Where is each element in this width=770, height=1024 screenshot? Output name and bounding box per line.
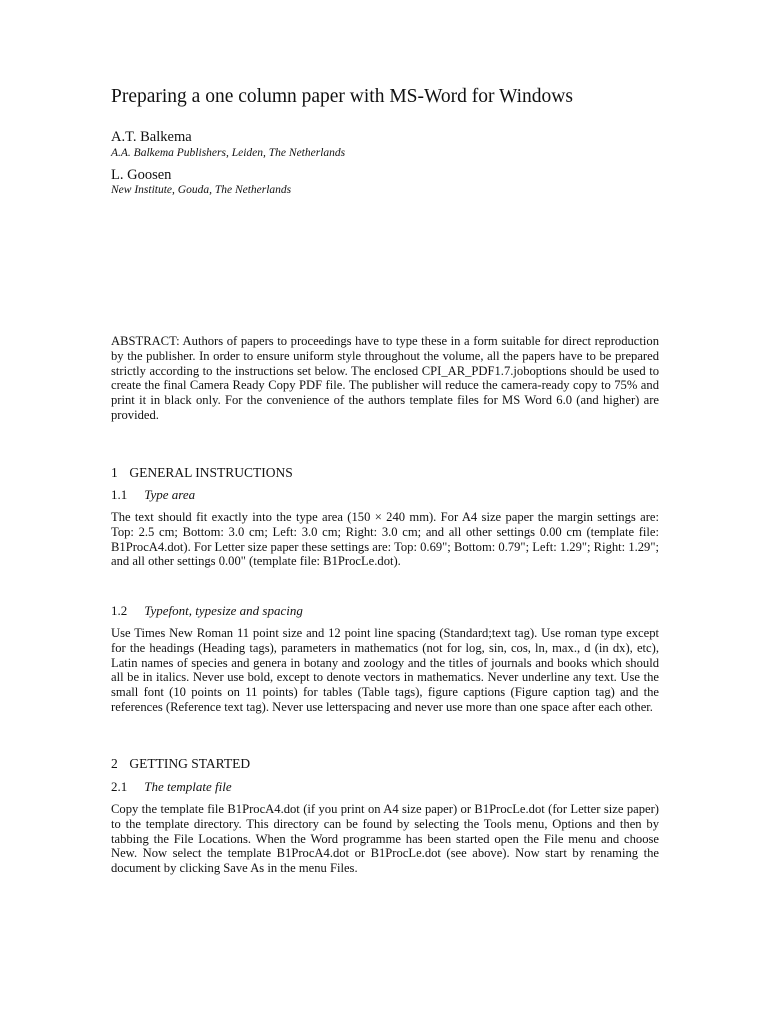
section-heading-1 <box>111 465 293 481</box>
section-title: GETTING STARTED <box>129 756 251 771</box>
subsection-number: 2.1 <box>111 779 128 794</box>
subsection-text-1-1: The text should fit exactly into the type area (150 × 240 mm). For A4 size paper the margin settings are: Top: 2.5 cm; Bottom: 3.0 cm; Left: 3.0 cm; Right: 3.0 cm; and all other settings 0.00 cm (template file: B1ProcA4.dot). For Letter size paper these settings are: Top: 0.69"; Bottom: 0.79"; Left: 1.29"; Right: 1.29"; and all other settings 0.00" (template file: B1ProcLe.dot). <box>111 510 659 569</box>
subsection-heading-2-1 <box>111 779 232 795</box>
section-number: 2 <box>111 756 118 771</box>
subsection-title: Typefont, typesize and spacing <box>144 603 303 618</box>
subsection-title: The template file <box>144 779 232 794</box>
section-title: GENERAL INSTRUCTIONS <box>129 465 293 480</box>
subsection-number: 1.2 <box>111 603 128 618</box>
author-affiliation-2: New Institute, Gouda, The Netherlands <box>111 184 292 196</box>
author-name-1: A.T. Balkema <box>111 129 192 145</box>
subsection-text-1-2: Use Times New Roman 11 point size and 12 point line spacing (Standard;text tag). Use roman type except for the headings (Heading tags), parameters in mathematics (not for log, sin, cos, ln, max., d (in dx), etc), Latin names of species and genera in botany and zoology and the titles of journals and books which should all be in italics. Never use bold, except to denote vectors in mathematics. Never underline any text. Use the small font (10 points on 11 points) for tables (Table tags), figure captions (Figure caption tag) and the references (Reference text tag). Never use letterspacing and never use more than one space after each other. <box>111 626 659 714</box>
abstract: ABSTRACT: Authors of papers to proceedings have to type these in a form suitable for direct reproduction by the publisher. In order to ensure uniform style throughout the volume, all the papers have to be prepared strictly according to the instructions set below. The enclosed CPI_AR_PDF1.7.joboptions should be used to create the final Camera Ready Copy PDF file. The publisher will reduce the camera-ready copy to 75% and print it in black only. For the convenience of the authors template files for MS Word 6.0 (and higher) are provided. <box>111 334 659 422</box>
section-heading-2 <box>111 756 250 772</box>
author-name-2: L. Goosen <box>111 167 172 183</box>
subsection-heading-1-1 <box>111 487 195 503</box>
author-affiliation-1: A.A. Balkema Publishers, Leiden, The Netherlands <box>111 147 346 159</box>
section-number: 1 <box>111 465 118 480</box>
subsection-number: 1.1 <box>111 487 128 502</box>
paper-title: Preparing a one column paper with MS-Word for Windows <box>111 86 573 107</box>
subsection-text-2-1: Copy the template file B1ProcA4.dot (if you print on A4 size paper) or B1ProcLe.dot (for Letter size paper) to the template directory. This directory can be found by selecting the Tools menu, Options and then by tabbing the File Locations. When the Word programme has been started open the File menu and choose New. Now select the template B1ProcA4.dot or B1ProcLe.dot (see above). Now start by renaming the document by clicking Save As in the menu Files. <box>111 802 659 876</box>
subsection-title: Type area <box>144 487 196 502</box>
subsection-heading-1-2 <box>111 603 303 619</box>
